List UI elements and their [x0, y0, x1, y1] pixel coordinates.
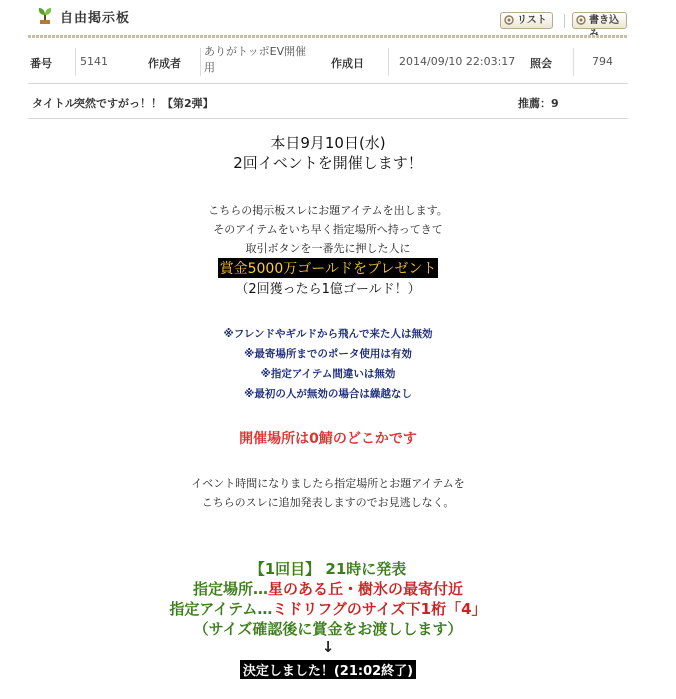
- meta-divider: [388, 48, 389, 76]
- meta-rule: [28, 83, 628, 84]
- rule-item: ※最初の人が無効の場合は繰越なし: [244, 388, 412, 400]
- button-divider: [564, 14, 565, 28]
- prize-delivery: （サイズ確認後に賞金をお渡しします）: [193, 620, 463, 638]
- author-label: 作成者: [148, 57, 181, 70]
- round-heading: 【1回目】 21時に発表: [249, 560, 407, 578]
- prize-highlight: 賞金5000万ゴールドをプレゼント: [218, 258, 439, 278]
- sprout-icon: [36, 6, 54, 24]
- list-icon: [504, 15, 514, 25]
- post-number: 5141: [80, 55, 108, 68]
- author-name: ありがトッポEV開催用: [204, 45, 307, 74]
- down-arrow: ↓: [321, 638, 335, 656]
- date-label: 作成日: [331, 57, 364, 70]
- rule-item: ※フレンドやギルドから飛んで来た人は無効: [223, 328, 433, 340]
- board-title: 自由掲示板: [60, 11, 131, 26]
- item-value: ミドリフグのサイズ下1桁「4」: [272, 600, 487, 618]
- decided-line: [28, 660, 628, 679]
- write-button[interactable]: [572, 12, 627, 29]
- item-line: [28, 598, 628, 619]
- write-icon: [576, 15, 586, 25]
- info-line: イベント時間になりましたら指定場所とお題アイテムを: [191, 477, 465, 490]
- post-meta: [28, 40, 628, 84]
- title-rule: [28, 118, 628, 119]
- intro-line: そのアイテムをいち早く指定場所へ持ってきて: [213, 223, 443, 236]
- heading-date: 本日9月10日(水): [270, 134, 386, 152]
- board-header: [0, 0, 676, 44]
- rule-item: ※最寄場所までのポータ使用は有効: [244, 348, 412, 360]
- header-rule: [28, 35, 628, 38]
- venue-notice: 開催場所は0鯖のどこかです: [239, 431, 417, 447]
- heading-event: 2回イベントを開催します！: [233, 154, 423, 172]
- post-title: 突然ですがっ！！【第2弾】: [74, 97, 214, 110]
- intro-line: こちらの掲示板スレにお題アイテムを出します。: [208, 204, 448, 217]
- place-value: 星のある丘・樹氷の最寄付近: [268, 580, 464, 598]
- list-button-label: リスト: [517, 15, 547, 26]
- decided-badge: 決定しました！(21:02終了): [240, 660, 416, 679]
- intro-line: 取引ボタンを一番先に押した人に: [245, 242, 411, 255]
- item-label: 指定アイテム…: [169, 600, 273, 618]
- post-date: 2014/09/10 22:03:17: [399, 55, 516, 68]
- place-label: 指定場所…: [192, 580, 268, 598]
- recommend-count: 推薦：9: [518, 97, 559, 110]
- prize-note: （2回獲ったら1億ゴールド！）: [235, 282, 421, 297]
- write-button-label: 書き込: [589, 15, 619, 26]
- meta-divider: [75, 48, 76, 76]
- post-title-row: [28, 88, 628, 118]
- place-line: [28, 578, 628, 599]
- rule-item: ※指定アイテム間違いは無効: [260, 368, 396, 380]
- number-label: 番号: [30, 57, 52, 70]
- view-count: 794: [592, 55, 613, 68]
- meta-divider: [573, 48, 574, 76]
- views-label: 照会: [530, 57, 552, 70]
- prize-line: [28, 258, 628, 278]
- title-label: タイトル: [32, 97, 76, 110]
- meta-divider: [200, 48, 201, 76]
- info-line: こちらのスレに追加発表しますのでお見逃しなく。: [201, 496, 455, 509]
- list-button[interactable]: [500, 12, 553, 29]
